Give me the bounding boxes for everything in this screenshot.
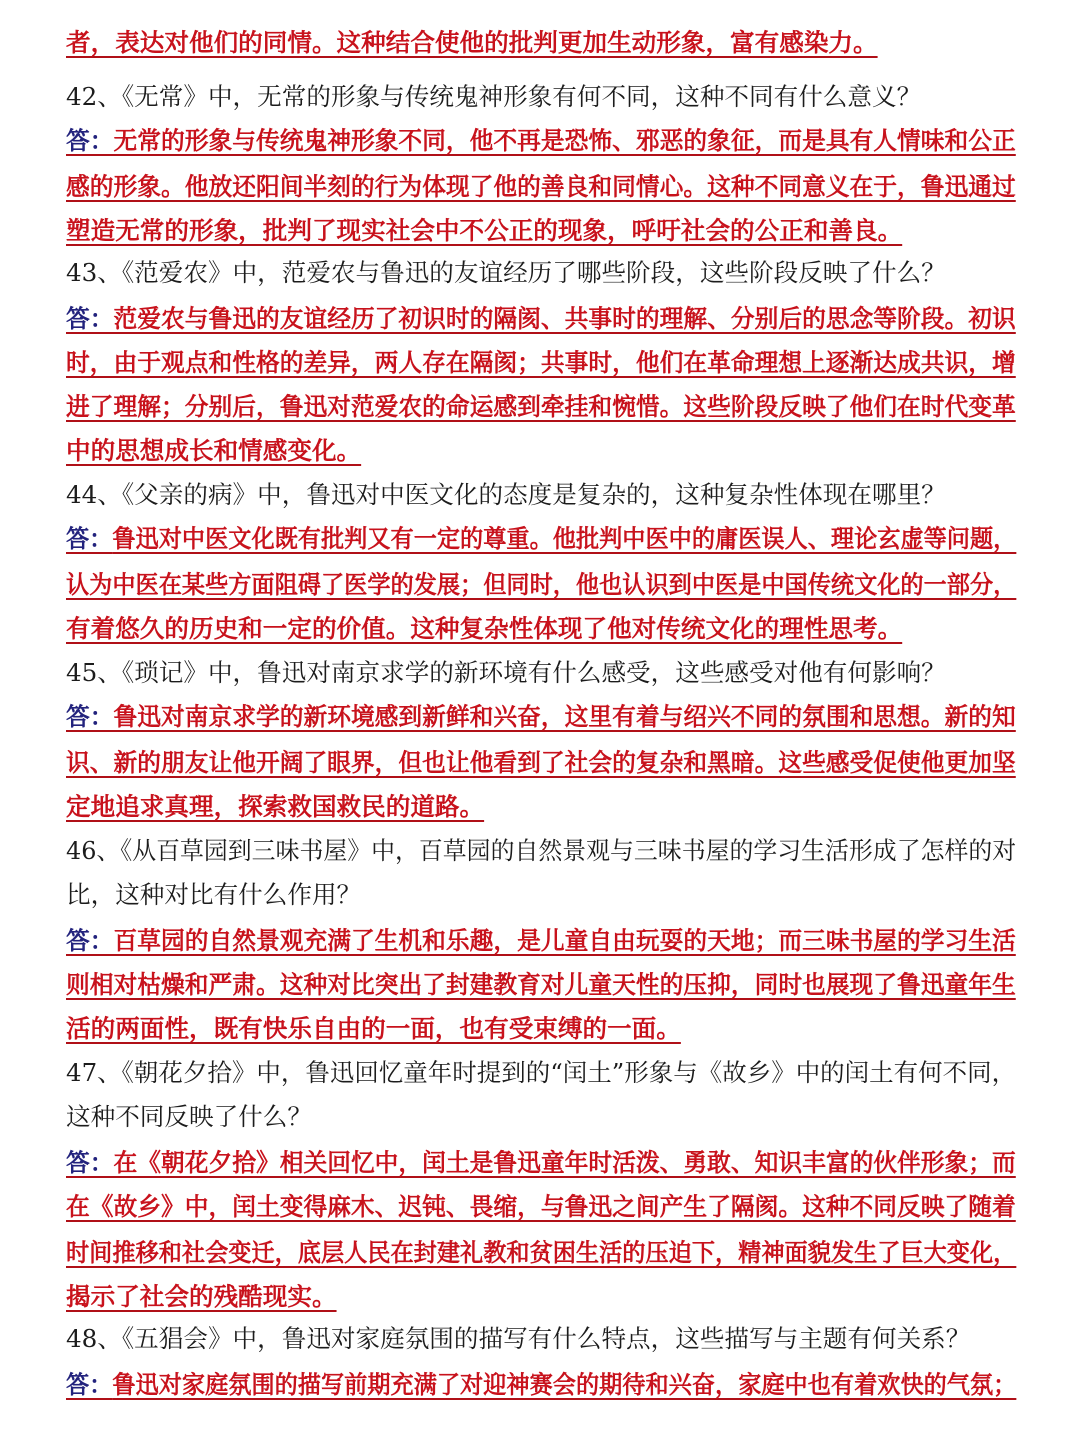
answer-label: 答： <box>66 1370 113 1399</box>
answer-line <box>66 1146 1016 1180</box>
answer-text: 感的形象。他放还阳间半刻的行为体现了他的善良和同情心。这种不同意义在于，鲁迅通过 <box>66 172 1016 201</box>
answer-text: 范爱农与鲁迅的友谊经历了初识时的隔阂、共事时的理解、分别后的思念等阶段。初识 <box>113 304 1016 333</box>
answer-text: 揭示了社会的残酷现实。 <box>66 1282 337 1311</box>
question-text: 42、《无常》中，无常的形象与传统鬼神形象有何不同，这种不同有什么意义？ <box>66 82 922 111</box>
answer-text: 进了理解；分别后，鲁迅对范爱农的命运感到牵挂和惋惜。这些阶段反映了他们在时代变革 <box>66 392 1016 421</box>
question-line-44 <box>66 478 1016 512</box>
answer-line <box>66 700 1016 734</box>
answer-label: 答： <box>66 1148 114 1177</box>
answer-label: 答： <box>66 926 114 955</box>
question-line-46 <box>66 834 1017 868</box>
answer-line <box>66 170 1016 204</box>
answer-text: 有着悠久的历史和一定的价值。这种复杂性体现了他对传统文化的理性思考。 <box>66 614 903 643</box>
answer-text: 鲁迅对南京求学的新环境感到新鲜和兴奋，这里有着与绍兴不同的氛围和思想。新的知 <box>113 702 1016 731</box>
answer-line <box>66 968 1016 1002</box>
answer-text: 识、新的朋友让他开阔了眼界，但也让他看到了社会的复杂和黑暗。这些感受促使他更加坚 <box>66 748 1016 777</box>
answer-line <box>66 1236 1017 1270</box>
answer-line <box>66 1368 1017 1402</box>
question-text: 45、《琐记》中，鲁迅对南京求学的新环境有什么感受，这些感受对他有何影响？ <box>66 658 946 687</box>
answer-label: 答： <box>66 126 114 155</box>
question-text: 比，这种对比有什么作用？ <box>66 880 362 909</box>
answer-text: 在《朝花夕拾》相关回忆中，闰土是鲁迅童年时活泼、勇敢、知识丰富的伙伴形象；而 <box>113 1148 1016 1177</box>
answer-text: 定地追求真理，探索救国救民的道路。 <box>66 792 485 821</box>
answer-line <box>66 522 1017 556</box>
question-line-42 <box>66 80 1016 114</box>
answer-line <box>66 214 1016 248</box>
answer-line <box>66 1012 1016 1046</box>
answer-line <box>66 924 1016 958</box>
answer-text: 在《故乡》中，闰土变得麻木、迟钝、畏缩，与鲁迅之间产生了隔阂。这种不同反映了随着 <box>66 1192 1016 1221</box>
answer-text: 中的思想成长和情感变化。 <box>66 436 362 465</box>
answer-line <box>66 746 1016 780</box>
question-line-48 <box>66 1322 1016 1356</box>
answer-text: 无常的形象与传统鬼神形象不同，他不再是恐怖、邪恶的象征，而是具有人情味和公正 <box>113 126 1016 155</box>
answer-text: 鲁迅对中医文化既有批判又有一定的尊重。他批判中医中的庸医误人、理论玄虚等问题， <box>112 524 1017 553</box>
question-text: 这种不同反映了什么？ <box>66 1102 312 1131</box>
answer-text: 鲁迅对家庭氛围的描写前期充满了对迎神赛会的期待和兴奋，家庭中也有着欢快的气氛； <box>112 1370 1017 1399</box>
question-line-43 <box>66 256 1016 290</box>
answer-text: 则相对枯燥和严肃。这种对比突出了封建教育对儿童天性的压抑，同时也展现了鲁迅童年生 <box>66 970 1016 999</box>
answer-line <box>66 434 1016 468</box>
question-text: 46、《从百草园到三味书屋》中，百草园的自然景观与三味书屋的学习生活形成了怎样的对 <box>66 836 1017 865</box>
answer-line <box>66 790 1016 824</box>
answer-text: 百草园的自然景观充满了生机和乐趣，是儿童自由玩耍的天地；而三味书屋的学习生活 <box>113 926 1016 955</box>
answer-text: 塑造无常的形象，批判了现实社会中不公正的现象，呼吁社会的公正和善良。 <box>66 216 903 245</box>
answer-label: 答： <box>66 524 113 553</box>
answer-line <box>66 568 1017 602</box>
question-line-45 <box>66 656 1016 690</box>
answer-text: 时间推移和社会变迁，底层人民在封建礼教和贫困生活的压迫下，精神面貌发生了巨大变化， <box>66 1238 1017 1267</box>
answer-line <box>66 390 1016 424</box>
question-line-47 <box>66 1056 1017 1090</box>
question-line-46-cont <box>66 878 1016 912</box>
question-line-47-cont <box>66 1100 1016 1134</box>
answer-text: 活的两面性，既有快乐自由的一面，也有受束缚的一面。 <box>66 1014 681 1043</box>
answer-line <box>66 346 1016 380</box>
answer-line <box>66 302 1016 336</box>
answer-text: 认为中医在某些方面阻碍了医学的发展；但同时，他也认识到中医是中国传统文化的一部分， <box>66 570 1017 599</box>
answer-label: 答： <box>66 304 114 333</box>
answer-line <box>66 612 1016 646</box>
question-text: 47、《朝花夕拾》中，鲁迅回忆童年时提到的“闰土”形象与《故乡》中的闰土有何不同， <box>66 1058 1017 1087</box>
answer-line <box>66 26 1016 60</box>
answer-line <box>66 1190 1016 1224</box>
question-text: 48、《五猖会》中，鲁迅对家庭氛围的描写有什么特点，这些描写与主题有何关系？ <box>66 1324 971 1353</box>
answer-label: 答： <box>66 702 114 731</box>
answer-line <box>66 124 1016 158</box>
answer-text: 时，由于观点和性格的差异，两人存在隔阂；共事时，他们在革命理想上逐渐达成共识，增 <box>66 348 1016 377</box>
question-text: 44、《父亲的病》中，鲁迅对中医文化的态度是复杂的，这种复杂性体现在哪里？ <box>66 480 946 509</box>
answer-text: 者，表达对他们的同情。这种结合使他的批判更加生动形象，富有感染力。 <box>66 28 878 57</box>
answer-line <box>66 1280 1016 1314</box>
question-text: 43、《范爱农》中，范爱农与鲁迅的友谊经历了哪些阶段，这些阶段反映了什么？ <box>66 258 946 287</box>
